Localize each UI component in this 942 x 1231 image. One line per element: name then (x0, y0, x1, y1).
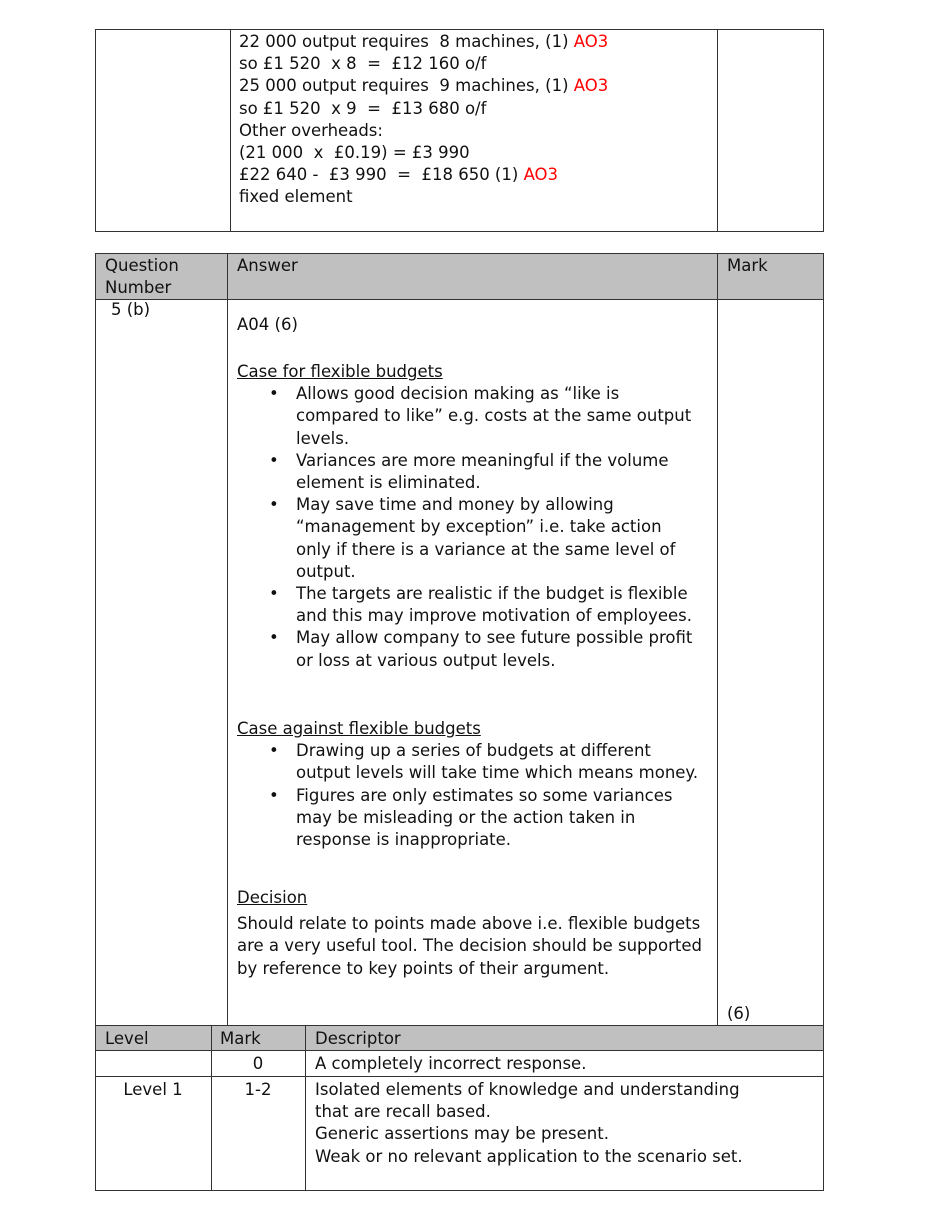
assessment-objective-tag: AO3 (573, 76, 609, 96)
row-mark: 1-2 (244, 1080, 272, 1099)
calculation-text: fixed element (239, 187, 353, 207)
divider (95, 1050, 824, 1051)
calculation-text: so £1 520 x 9 = £13 680 o/f (239, 98, 487, 118)
level-header-row (96, 1025, 823, 1050)
descriptor-header: Descriptor (315, 1029, 401, 1048)
calculation-line (239, 186, 608, 208)
divider (95, 299, 824, 300)
header-mark: Mark (727, 256, 768, 275)
calculation-line (239, 75, 608, 97)
row-descriptor: A completely incorrect response. (315, 1054, 587, 1073)
header-question-number: Question Number (105, 256, 179, 297)
calculation-line (239, 164, 608, 186)
case-against-heading: Case against flexible budgets (237, 719, 481, 738)
calculation-line (239, 98, 608, 120)
assessment-objective-tag: AO3 (573, 32, 609, 51)
bullet-item: • May save time and money by allowing “management by exception” i.e. take action only if there is a variance at the same level of output. (237, 494, 699, 583)
bullet-item: • The targets are realistic if the budget is flexible and this may improve motivation of employees. (237, 583, 699, 627)
row-mark: 0 (252, 1054, 264, 1073)
divider (95, 1076, 824, 1077)
bullet-item: • May allow company to see future possible profit or loss at various output levels. (237, 627, 699, 671)
divider (227, 253, 228, 1025)
mark-total: (6) (727, 1004, 751, 1023)
decision-heading: Decision (237, 888, 308, 907)
header-answer: Answer (237, 256, 298, 275)
case-for-list (237, 383, 699, 672)
case-for-section (237, 361, 707, 672)
divider (230, 29, 231, 232)
question-number: 5 (b) (111, 300, 151, 319)
calculation-text: Other overheads: (239, 120, 383, 140)
divider (95, 1025, 824, 1026)
calculation-line (239, 53, 608, 75)
calculation-text: (21 000 x £0.19) = £3 990 (239, 143, 470, 163)
bullet-item: • Variances are more meaningful if the volume element is eliminated. (237, 450, 699, 494)
calculation-text: 22 000 output requires 8 machines, (1) (239, 32, 574, 51)
calculation-line (239, 31, 608, 53)
divider (717, 29, 718, 232)
calculation-text: so £1 520 x 8 = £12 160 o/f (239, 54, 487, 74)
level-header: Level (105, 1029, 149, 1048)
top-table-calculation (239, 31, 608, 209)
assessment-objective-tag: AO3 (523, 165, 559, 185)
calculation-line (239, 142, 608, 164)
calculation-text: £22 640 - £3 990 = £18 650 (1) (239, 165, 524, 185)
divider (305, 1025, 306, 1191)
case-against-section (237, 718, 707, 851)
mark-header: Mark (220, 1029, 261, 1048)
bullet-item: • Drawing up a series of budgets at different output levels will take time which means money. (237, 740, 699, 784)
divider (717, 253, 718, 1025)
decision-section (237, 887, 712, 980)
row-descriptor: Isolated elements of knowledge and understanding that are recall based. Generic assertions may be present. Weak or no relevant application to the scenario set. (315, 1080, 743, 1166)
calculation-text: 25 000 output requires 9 machines, (1) (239, 76, 574, 96)
decision-text: Should relate to points made above i.e. flexible budgets are a very useful tool. The decision should be supported by reference to key points of their argument. (237, 914, 702, 978)
divider (211, 1025, 212, 1191)
case-against-list (237, 740, 699, 851)
case-for-heading: Case for flexible budgets (237, 362, 443, 381)
calculation-line (239, 120, 608, 142)
ao-label: A04 (6) (237, 315, 298, 334)
bullet-item: • Figures are only estimates so some variances may be misleading or the action taken in response is inappropriate. (237, 785, 699, 852)
bullet-item: • Allows good decision making as “like is compared to like” e.g. costs at the same output levels. (237, 383, 699, 450)
row-level: Level 1 (123, 1080, 183, 1099)
